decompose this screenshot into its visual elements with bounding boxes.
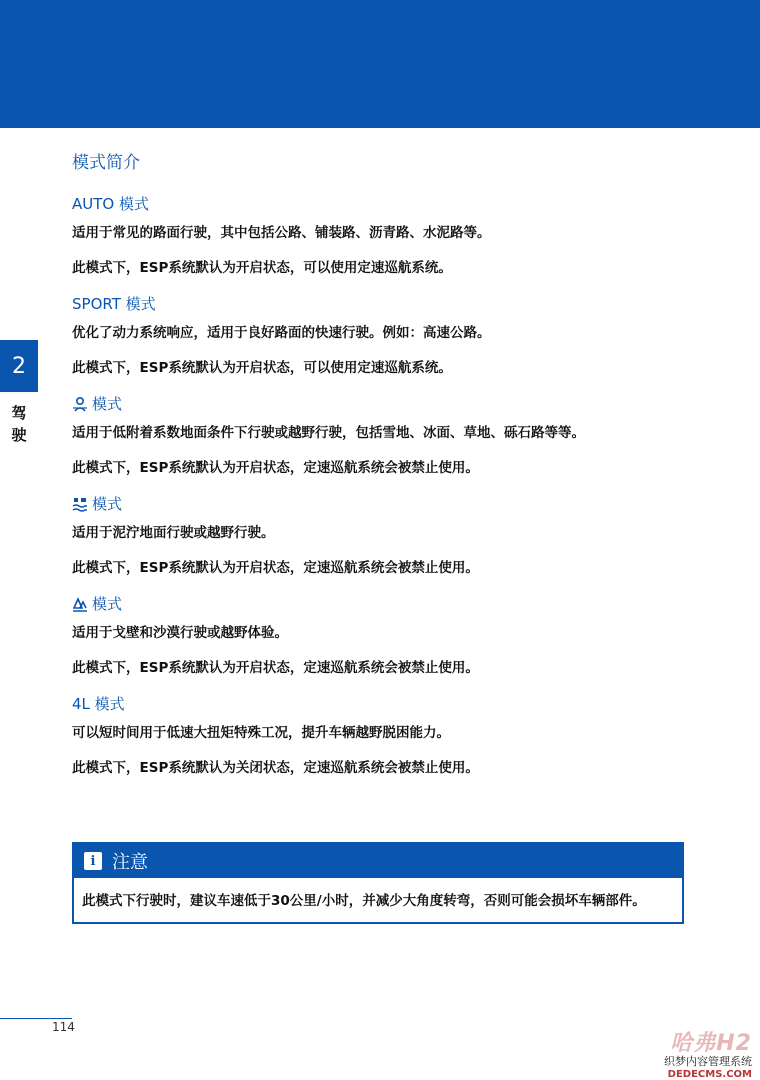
mode-description: 适用于戈壁和沙漠行驶或越野体验。 — [72, 625, 288, 641]
main-content — [72, 148, 712, 793]
info-icon: i — [84, 852, 102, 870]
sand-icon — [72, 596, 88, 612]
chapter-number: 2 — [12, 353, 26, 379]
mode-esp-note: 此模式下，ESP系统默认为开启状态，可以使用定速巡航系统。 — [72, 360, 452, 376]
mode-description: 适用于低附着系数地面条件下行驶或越野行驶，包括雪地、冰面、草地、砾石路等等。 — [72, 425, 585, 441]
mode-description: 优化了动力系统响应，适用于良好路面的快速行驶。例如：高速公路。 — [72, 325, 491, 341]
snow-icon — [72, 396, 88, 412]
mode-title-row — [72, 593, 712, 614]
top-banner — [0, 0, 760, 128]
mode-title-row — [72, 493, 712, 514]
mode-title: 模式 — [92, 595, 123, 613]
mode-description: 可以短时间用于低速大扭矩特殊工况，提升车辆越野脱困能力。 — [72, 725, 450, 741]
footer-divider — [0, 1018, 72, 1019]
mode-esp-note: 此模式下，ESP系统默认为开启状态，定速巡航系统会被禁止使用。 — [72, 660, 479, 676]
mode-esp-note: 此模式下，ESP系统默认为开启状态，定速巡航系统会被禁止使用。 — [72, 560, 479, 576]
watermark-caption: 织梦内容管理系统 — [664, 1055, 752, 1068]
mode-4l — [72, 693, 712, 778]
watermark-site: DEDECMS.COM — [667, 1069, 752, 1080]
notice-header — [74, 844, 682, 878]
notice-title: 注意 — [112, 852, 148, 873]
mode-title: AUTO 模式 — [72, 195, 149, 213]
mode-sport — [72, 293, 712, 378]
mode-esp-note: 此模式下，ESP系统默认为关闭状态，定速巡航系统会被禁止使用。 — [72, 760, 479, 776]
mud-icon — [72, 496, 88, 512]
chapter-tab[interactable] — [0, 340, 38, 392]
mode-snow — [72, 393, 712, 478]
mode-mud — [72, 493, 712, 578]
mode-title: 4L 模式 — [72, 695, 125, 713]
mode-description: 适用于常见的路面行驶，其中包括公路、铺装路、沥青路、水泥路等。 — [72, 225, 491, 241]
section-title: 模式简介 — [72, 153, 140, 173]
mode-esp-note: 此模式下，ESP系统默认为开启状态，定速巡航系统会被禁止使用。 — [72, 460, 479, 476]
mode-title: 模式 — [92, 395, 123, 413]
mode-sand — [72, 593, 712, 678]
mode-title-row — [72, 393, 712, 414]
mode-esp-note: 此模式下，ESP系统默认为开启状态，可以使用定速巡航系统。 — [72, 260, 452, 276]
mode-auto — [72, 193, 712, 278]
page-number: 114 — [52, 1020, 75, 1034]
watermark-logo: 哈弗H2 — [670, 1031, 752, 1056]
mode-description: 适用于泥泞地面行驶或越野行驶。 — [72, 525, 275, 541]
watermark — [602, 1026, 752, 1080]
mode-title: SPORT 模式 — [72, 295, 156, 313]
notice-box — [72, 842, 684, 924]
notice-body: 此模式下行驶时，建议车速低于30公里/小时，并减少大角度转弯，否则可能会损坏车辆部件。 — [82, 893, 646, 909]
mode-title: 模式 — [92, 495, 123, 513]
chapter-label: 驾驶 — [11, 404, 27, 444]
